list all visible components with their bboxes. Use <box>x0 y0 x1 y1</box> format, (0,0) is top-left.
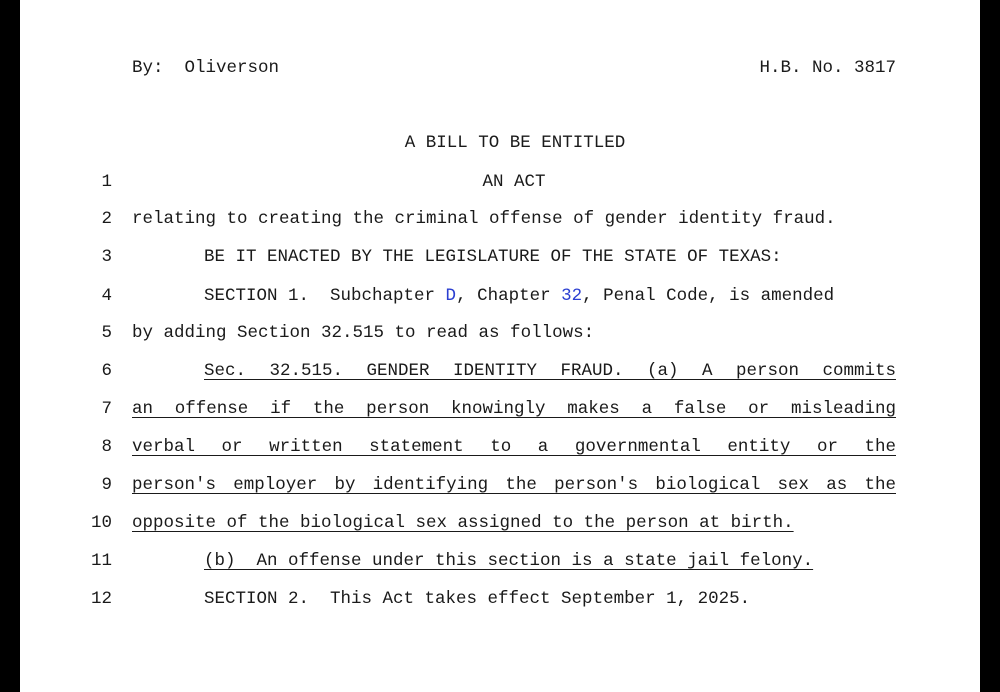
bill-line-3 <box>20 247 980 285</box>
new-section-text: Sec. 32.515. GENDER IDENTITY FRAUD. (a) A person commits <box>204 361 896 381</box>
bill-line-8 <box>20 437 980 475</box>
section-1-text <box>204 286 896 306</box>
section-1-part-a: SECTION 1. Subchapter <box>204 286 446 306</box>
bill-line-12 <box>20 589 980 627</box>
section-1-continuation: by adding Section 32.515 to read as follows: <box>132 323 595 343</box>
new-section-text: person's employer by identifying the person's biological sex as the <box>132 475 896 495</box>
caption-text: relating to creating the criminal offense of gender identity fraud. <box>132 209 836 229</box>
line-number: 8 <box>101 437 112 457</box>
line-number: 11 <box>90 551 112 571</box>
new-section-subsection-b: (b) An offense under this section is a state jail felony. <box>204 551 814 571</box>
bill-line-2 <box>20 209 980 247</box>
line-number: 9 <box>101 475 112 495</box>
new-section-text: an offense if the person knowingly makes a false or misleading <box>132 399 896 419</box>
bill-line-4 <box>20 286 980 324</box>
enacting-clause: BE IT ENACTED BY THE LEGISLATURE OF THE STATE OF TEXAS: <box>204 247 782 267</box>
bill-title: A BILL TO BE ENTITLED <box>404 133 626 153</box>
line-number: 6 <box>101 361 112 381</box>
section-1-part-b: , Chapter <box>456 286 562 306</box>
bill-line-9 <box>20 475 980 513</box>
line-number: 3 <box>101 247 112 267</box>
line-number: 7 <box>101 399 112 419</box>
line-number: 4 <box>101 286 112 306</box>
line-number: 5 <box>101 323 112 343</box>
section-2-text: SECTION 2. This Act takes effect September 1, 2025. <box>204 589 751 609</box>
act-heading: AN ACT <box>482 172 546 192</box>
line-number: 10 <box>90 513 112 533</box>
bill-page <box>20 0 980 692</box>
new-section-text: opposite of the biological sex assigned to the person at birth. <box>132 513 794 533</box>
new-section-text: verbal or written statement to a governmental entity or the <box>132 437 896 457</box>
subchapter-link[interactable]: D <box>445 286 457 306</box>
chapter-link[interactable]: 32 <box>561 286 583 306</box>
bill-line-6 <box>20 361 980 399</box>
bill-number: H.B. No. 3817 <box>759 58 896 78</box>
bill-author: By: Oliverson <box>132 58 280 78</box>
bill-line-5 <box>20 323 980 361</box>
line-number: 2 <box>101 209 112 229</box>
line-number: 1 <box>101 172 112 192</box>
bill-line-7 <box>20 399 980 437</box>
bill-line-11 <box>20 551 980 589</box>
bill-line-10 <box>20 513 980 551</box>
line-number: 12 <box>90 589 112 609</box>
bill-line-1 <box>20 172 980 210</box>
section-1-part-c: , Penal Code, is amended <box>582 286 835 306</box>
